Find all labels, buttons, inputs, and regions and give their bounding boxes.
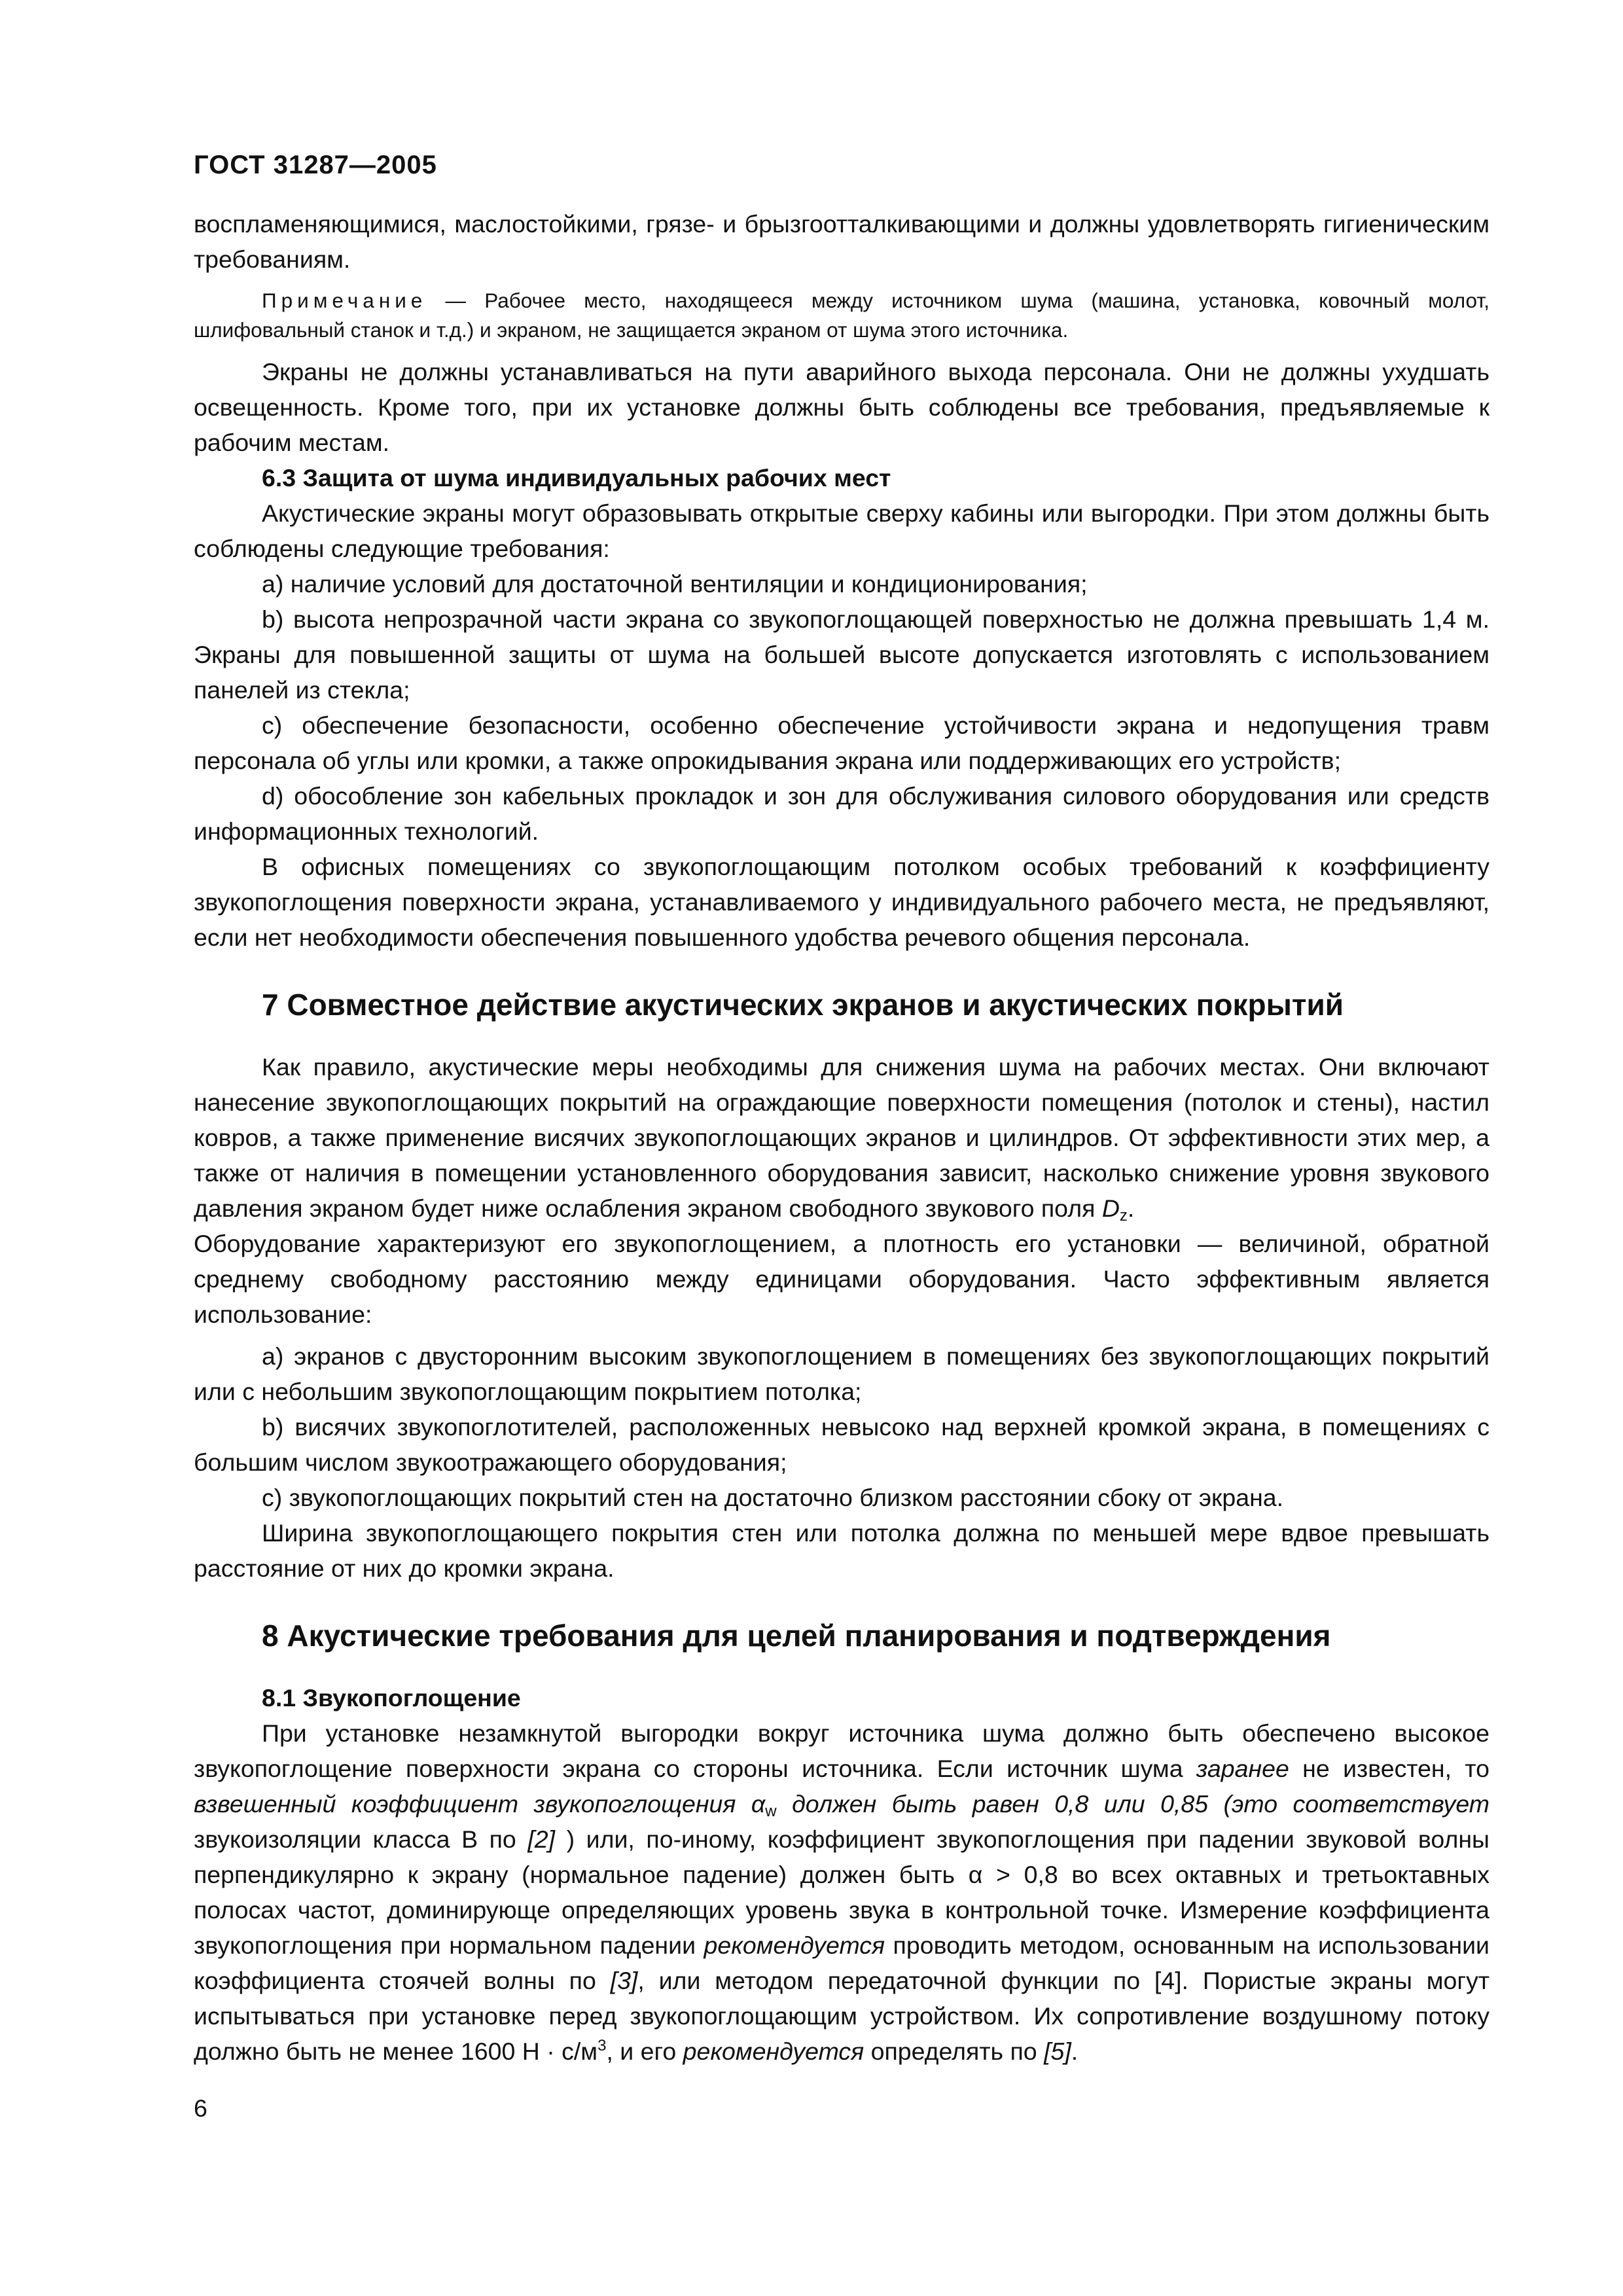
text-run: . xyxy=(1127,1194,1135,1222)
text-run: Как правило, акустические меры необходимы для снижения шума на рабочих местах. Они включают нанесение звукопоглощающих покрытий на ограждающие поверхности помещения (потолок и стены), настил ковров, а также применение висячих звукопоглощающих экранов и цилиндров. От эффективности этих мер, а также от наличия в помещении установленного оборудования зависит, насколько снижение уровня звукового давления экраном будет ниже ослабления экраном свободного звукового поля xyxy=(194,1053,1489,1222)
text-run: При установке незамкнутой выгородки вокруг источника шума должно быть обеспечено высокое звукопоглощение поверхности экрана со стороны источника. Если источник шума xyxy=(194,1719,1489,1782)
subscript-w: w xyxy=(765,1803,777,1820)
text-run: > 0,8 во всех октавных и третьоктавных полосах частот, доминирующе определяющих уровень звука в контрольной точке. Измерение коэффициента звукопоглощения при нормальном падении xyxy=(194,1861,1489,1959)
section-8-1-title: 8.1 Звукопоглощение xyxy=(262,1684,521,1712)
list-item: с) звукопоглощающих покрытий стен на достаточно близком расстоянии сбоку от экрана. xyxy=(262,1484,1284,1511)
text-run: ) или, по-иному, коэффициент звукопоглощения при падении звуковой волны перпендикулярно к экрану (нормальное падение) должен быть xyxy=(194,1825,1490,1888)
text-run: должен быть равен 0,8 или 0,85 (это соответствует xyxy=(776,1790,1489,1818)
text-run: , и его xyxy=(606,2037,683,2065)
text-run: заранее xyxy=(1196,1755,1289,1782)
list-item: d) обособление зон кабельных прокладок и зон для обслуживания силового оборудования или средств информационных технологий. xyxy=(194,782,1489,845)
page-number: 6 xyxy=(194,2094,207,2122)
superscript-3: 3 xyxy=(597,2037,607,2054)
paragraph xyxy=(194,1049,1489,1226)
text-run: не известен, то xyxy=(1289,1755,1490,1782)
subscript-z: z xyxy=(1119,1207,1128,1225)
list-item: b) висячих звукопоглотителей, расположенных невысоко над верхней кромкой экрана, в помещениях с большим числом звукоотражающего оборудования; xyxy=(194,1413,1489,1476)
list-item: а) экранов с двусторонним высоким звукопоглощением в помещениях без звукопоглощающих покрытий или с небольшим звукопоглощающим покрытием потолка; xyxy=(194,1342,1489,1405)
list-item: с) обеспечение безопасности, особенно обеспечение устойчивости экрана и недопущения травм персонала об углы или кромки, а также опрокидывания экрана или поддерживающих его устройств; xyxy=(194,711,1489,774)
reference: [3] xyxy=(610,1967,638,1994)
note-paragraph xyxy=(194,286,1489,345)
reference: [2] xyxy=(527,1825,556,1853)
paragraph: В офисных помещениях со звукопоглощающим потолком особых требований к коэффициенту звукопоглощения поверхности экрана, устанавливаемого у индивидуального рабочего места, не предъявляют, если нет необходимости обеспечения повышенного удобства речевого общения персонала. xyxy=(194,853,1489,951)
note-text: — Рабочее место, находящееся между источником шума (машина, установка, ковочный молот, шлифовальный станок и т.д.) и экраном, не защищается экраном от шума этого источника. xyxy=(194,289,1489,342)
reference: [5] xyxy=(1044,2037,1071,2065)
paragraph-absorption xyxy=(194,1715,1489,2069)
note-label: Примечание xyxy=(262,289,427,312)
text-run: проводить методом, основанным на использовании коэффициента стоячей волны по xyxy=(194,1931,1489,1994)
section-6-3-title: 6.3 Защита от шума индивидуальных рабочих мест xyxy=(262,464,891,492)
continued-paragraph: воспламеняющимися, маслостойкими, грязе- и брызгоотталкивающими и должны удовлетворять гигиеническим требованиям. xyxy=(194,210,1489,273)
variable-d: D xyxy=(1101,1194,1120,1222)
text-run: . xyxy=(1071,2037,1079,2065)
paragraph: Акустические экраны могут образовывать открытые сверху кабины или выгородки. При этом должны быть соблюдены следующие требования: xyxy=(194,499,1489,562)
text-run: звукоизоляции класса В по xyxy=(194,1825,528,1853)
text-run: рекомендуется xyxy=(704,1931,885,1959)
text-run: взвешенный коэффициент звукопоглощения α xyxy=(194,1790,766,1818)
text-run: рекомендуется xyxy=(683,2037,865,2065)
paragraph: Оборудование характеризуют его звукопоглощением, а плотность его установки — величиной, обратной среднему свободному расстоянию между единицами оборудования. Часто эффективным является использование: xyxy=(194,1230,1489,1328)
paragraph-emergency-exit: Экраны не должны устанавливаться на пути аварийного выхода персонала. Они не должны ухудшать освещенность. Кроме того, при их установке должны быть соблюдены все требования, предъявляемые к рабочим местам. xyxy=(194,358,1489,456)
alpha-symbol: α xyxy=(968,1861,983,1888)
text-run: определять по xyxy=(864,2037,1044,2065)
standard-header: ГОСТ 31287—2005 xyxy=(194,151,437,179)
list-item: b) высота непрозрачной части экрана со звукопоглощающей поверхностью не должна превышать 1,4 м. Экраны для повышенной защиты от шума на большей высоте допускается изготовлять с использованием панелей из стекла; xyxy=(194,605,1489,704)
section-8-title: 8 Акустические требования для целей планирования и подтверждения xyxy=(262,1619,1331,1653)
paragraph: Ширина звукопоглощающего покрытия стен или потолка должна по меньшей мере вдвое превышать расстояние от них до кромки экрана. xyxy=(194,1519,1489,1582)
section-7-title: 7 Совместное действие акустических экранов и акустических покрытий xyxy=(262,988,1344,1022)
text-run: , или методом передаточной функции по [4]. Пористые экраны могут испытываться при установке перед звукопоглощающим устройством. Их сопротивление воздушному потоку должно быть не менее 1600 Н · с/м xyxy=(194,1967,1489,2065)
list-item: а) наличие условий для достаточной вентиляции и кондиционирования; xyxy=(262,570,1088,598)
document-page xyxy=(194,151,1489,2069)
